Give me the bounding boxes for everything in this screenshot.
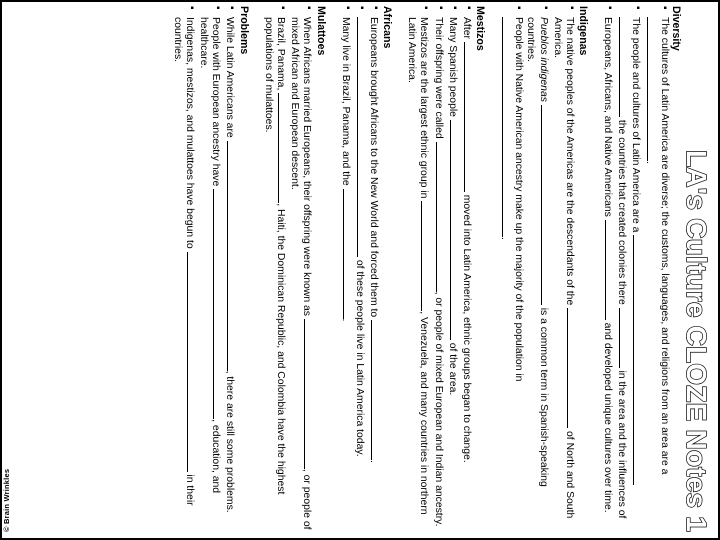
note-text: , education, and healthcare.: [198, 17, 222, 494]
fill-in-blank: [213, 189, 223, 419]
fill-in-blank: [464, 42, 474, 192]
fill-in-blank: [567, 308, 577, 428]
note-text: , or people of mixed European and Indian ancestry.: [432, 291, 444, 527]
fill-in-blank: [187, 252, 197, 472]
bullet-item: [615, 6, 643, 532]
note-text: .: [367, 460, 379, 463]
note-text: Indigenas, mestizos, and mulattoes have begun to: [184, 17, 196, 252]
bullet-item: [288, 6, 314, 532]
bullet-item: [339, 6, 353, 532]
bullet-item: [446, 6, 460, 532]
note-text: The people and cultures of Latin America are a: [630, 17, 642, 236]
note-text: moved into Latin America, ethnic groups began to change.: [460, 191, 472, 463]
notes-content: [6, 6, 712, 532]
fill-in-blank: [541, 105, 551, 305]
italic-term: Pueblos indigenas: [537, 17, 549, 102]
note-text: The native peoples of the Americas are the descendants of the: [563, 17, 575, 309]
note-text: is a common term in Spanish-speaking countries.: [525, 17, 549, 487]
section-gap: [393, 6, 405, 532]
note-text: of these people live in Latin America today.: [353, 257, 365, 457]
note-text: in the area and the influences of: [616, 367, 628, 519]
note-text: , there are still some problems.: [224, 370, 236, 513]
bullet-list: [601, 6, 669, 532]
bullet-list: [171, 6, 237, 532]
section-gap: [327, 6, 339, 532]
bullet-item: [197, 6, 223, 532]
section-heading: Africans: [381, 6, 394, 49]
fill-in-blank: [619, 17, 629, 117]
fill-in-blank: [278, 93, 288, 203]
note-text: in their countries.: [172, 17, 196, 506]
bullet-item: [460, 6, 474, 532]
section-heading: Indigenas: [577, 6, 590, 56]
note-text: The cultures of Latin America are diverse; the customs, languages, and religions from an area are a: [658, 17, 670, 475]
note-text: People with Native American ancestry make up the majority of the population in: [513, 17, 525, 382]
note-text: , or people of mixed African and European descent.: [289, 17, 313, 530]
section-problems: [171, 6, 250, 532]
note-text: Brazil, Panama,: [275, 17, 286, 94]
section-heading: Mestizos: [474, 6, 487, 51]
note-text: and developed unique cultures over time.: [602, 319, 614, 513]
bullet-list: [405, 6, 473, 532]
section-heading: Diversity: [670, 6, 682, 51]
note-text: the countries that created colonies there: [616, 117, 628, 308]
section-gap: [250, 6, 262, 532]
fill-in-blank: [450, 120, 460, 340]
bullet-item: [223, 6, 237, 532]
bullet-item: [601, 6, 615, 532]
bullet-item: [524, 6, 550, 532]
note-text: Their offspring were called: [432, 17, 444, 142]
sections-container: [171, 6, 682, 532]
section-gap: [589, 6, 601, 532]
fill-in-blank: [619, 308, 629, 368]
note-text: .: [644, 161, 656, 164]
section-diversity: [601, 6, 682, 532]
section-gap: [486, 6, 498, 532]
fill-in-blank: [227, 141, 237, 371]
fill-in-blank: [648, 17, 658, 161]
note-text: Europeans brought Africans to the New World and forced them to: [367, 17, 379, 321]
fill-in-blank: [304, 319, 314, 469]
note-text: Many live in Brazil, Panama, and the: [339, 17, 351, 189]
bullet-list: [262, 6, 314, 532]
note-text: of the area.: [446, 339, 458, 396]
fill-in-blank: [371, 320, 381, 460]
bullet-item: [643, 6, 669, 532]
note-text: Mestizos are the largest ethnic group in: [418, 17, 430, 202]
bullet-item: [353, 6, 367, 532]
fill-in-blank: [343, 189, 353, 319]
note-text: Many Spanish people: [446, 17, 458, 120]
note-text: When Africans married Europeans, their offspring were known as: [301, 17, 313, 319]
section-mestizos: [405, 6, 486, 532]
note-text: .: [499, 237, 511, 240]
note-text: of North and South America.: [551, 17, 575, 519]
bullet-list: [498, 6, 577, 532]
fill-in-blank: [502, 17, 512, 237]
bullet-list: [339, 6, 381, 532]
fill-in-blank: [357, 17, 367, 257]
fill-in-blank: [633, 235, 643, 485]
bullet-item: [498, 6, 524, 532]
section-mulattoes: [262, 6, 327, 532]
section-indigenas: [498, 6, 589, 532]
bullet-item: [367, 6, 381, 532]
bullet-item: [262, 6, 288, 532]
note-text: While Latin Americans are: [224, 17, 236, 141]
section-heading: Mulattoes: [314, 6, 327, 56]
note-text: , Venezuela, and many countries in northern Latin America.: [406, 17, 430, 515]
page-title: LA's Culture CLOZE Notes 1: [681, 149, 712, 532]
note-text: Europeans, Africans, and Native Americans: [602, 17, 614, 220]
bullet-item: [431, 6, 445, 532]
note-text: After: [460, 17, 472, 42]
fill-in-blank: [436, 142, 446, 292]
fill-in-blank: [421, 201, 431, 311]
note-text: , Haiti, the Dominican Republic, and Colombia have the highest populations of mulattoes.: [262, 17, 286, 495]
note-text: People with European ancestry have: [210, 17, 222, 190]
fill-in-blank: [605, 220, 615, 320]
bullet-item: [551, 6, 577, 532]
bullet-item: [171, 6, 197, 532]
section-heading: Problems: [237, 6, 250, 55]
credit-text: © Brain Wrinkles: [2, 468, 11, 532]
section-africans: [339, 6, 394, 532]
note-text: .: [339, 318, 351, 322]
bullet-item: [405, 6, 431, 532]
